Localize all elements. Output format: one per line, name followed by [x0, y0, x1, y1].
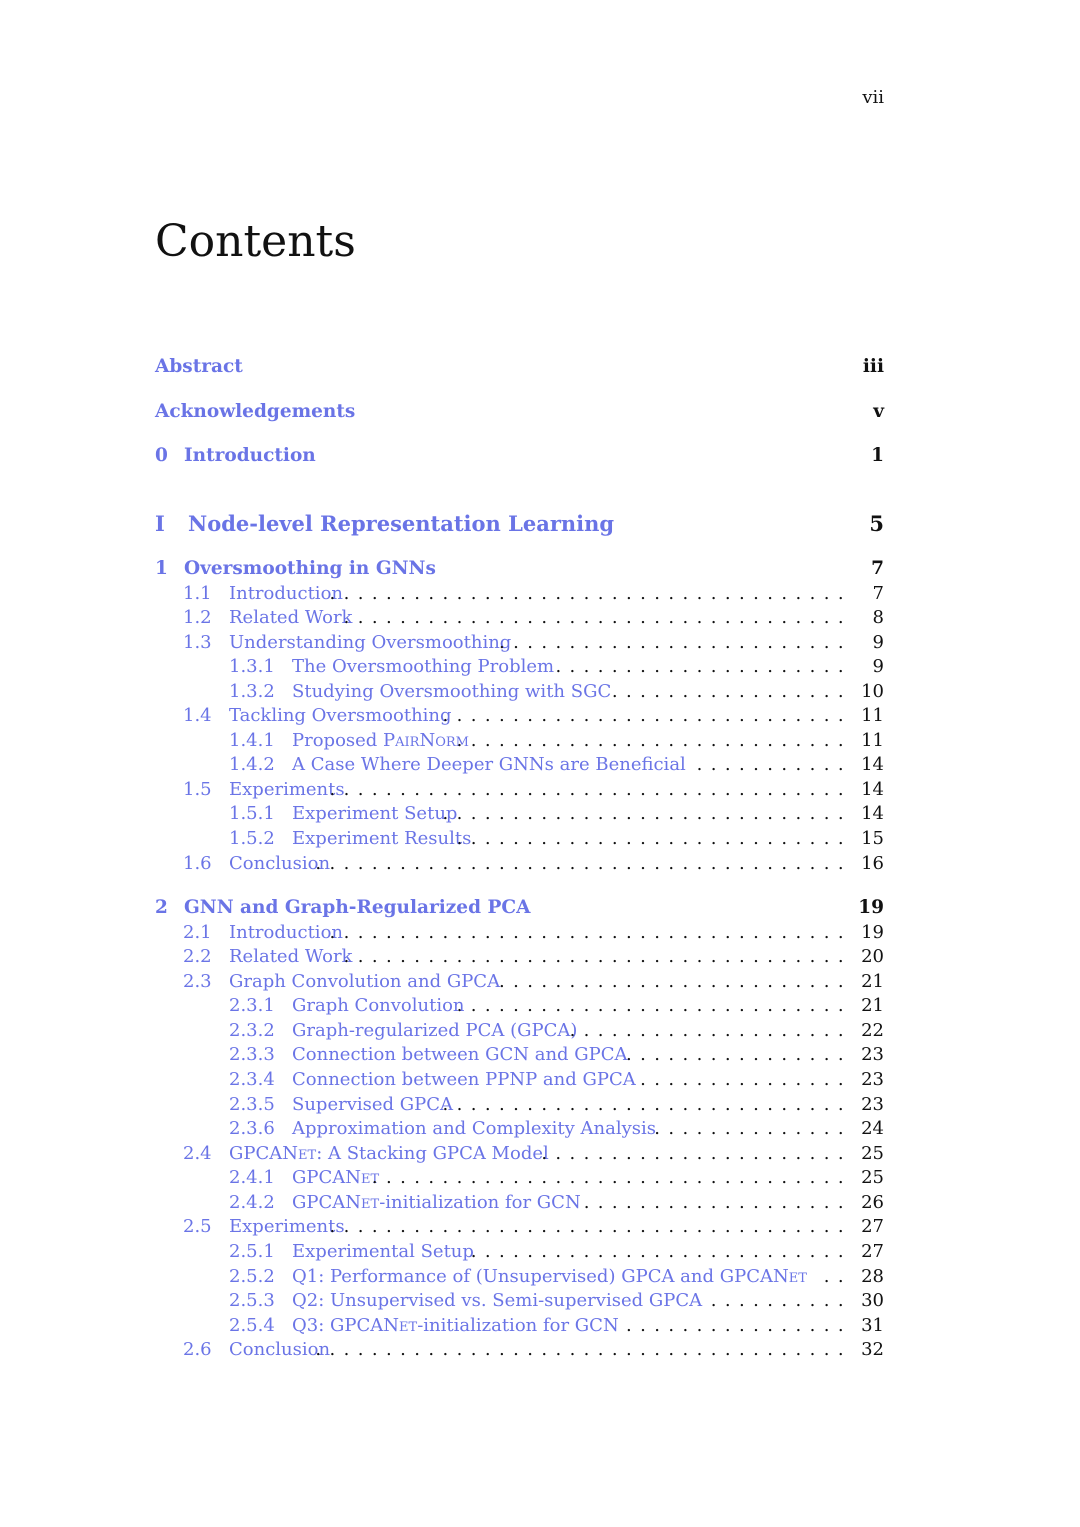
toc-entry-title[interactable]: Related Work	[229, 607, 353, 628]
toc-entry-page: 31	[861, 1315, 884, 1336]
toc-entry[interactable]	[0, 944, 1080, 970]
toc-entry[interactable]	[0, 654, 1080, 680]
toc-entry-number[interactable]: 2.4.2	[229, 1192, 275, 1213]
toc-entry-page: 21	[861, 971, 884, 992]
toc-entry-title[interactable]: Abstract	[155, 356, 243, 377]
toc-entry-page: 9	[872, 656, 884, 677]
dot-leader: ................	[626, 1315, 852, 1336]
toc-entry-title[interactable]: Acknowledgements	[155, 401, 356, 422]
toc-entry-title[interactable]: Q2: Unsupervised vs. Semi-supervised GPCA	[292, 1290, 703, 1311]
dot-leader: ...........................	[470, 1241, 852, 1262]
toc-entry-number[interactable]: 0	[155, 445, 168, 466]
dot-leader: .........................	[498, 971, 852, 992]
toc-entry-title[interactable]: Experiment Setup	[292, 803, 458, 824]
toc-entry-page: 27	[861, 1241, 884, 1262]
toc-entry-page: 28	[861, 1266, 884, 1287]
toc-entry-title[interactable]: Graph Convolution and GPCA	[229, 971, 501, 992]
dot-leader: ....................................	[343, 946, 852, 967]
dot-leader: ..............	[654, 1118, 852, 1139]
dot-leader: .........................	[498, 632, 852, 653]
toc-entry[interactable]	[0, 895, 1080, 921]
dot-leader: ...........	[696, 754, 852, 775]
toc-entry-page: 16	[861, 853, 884, 874]
dot-leader: ..	[823, 1266, 852, 1287]
toc-entry-page: 15	[861, 828, 884, 849]
page-number: vii	[862, 87, 884, 108]
toc-entry[interactable]	[0, 1042, 1080, 1068]
toc-entry-title[interactable]: GNN and Graph-Regularized PCA	[184, 897, 531, 918]
toc-entry-title[interactable]: Approximation and Complexity Analysis	[292, 1118, 657, 1139]
toc-entry-page: 23	[861, 1069, 884, 1090]
toc-entry[interactable]	[0, 1337, 1080, 1363]
toc-entry-title[interactable]: Introduction	[229, 922, 343, 943]
toc-entry-number[interactable]: 2	[155, 897, 168, 918]
dot-leader: .....................	[555, 656, 852, 677]
dot-leader: ......................	[541, 1143, 852, 1164]
toc-entry-title[interactable]: GPCANet	[292, 1167, 380, 1188]
toc-entry[interactable]	[0, 920, 1080, 946]
toc-entry-number[interactable]: 2.2	[183, 946, 212, 967]
toc-entry-title[interactable]: Related Work	[229, 946, 353, 967]
toc-entry-number[interactable]: 1.3.1	[229, 656, 275, 677]
toc-entry-page: 10	[861, 681, 884, 702]
toc-entry[interactable]	[0, 752, 1080, 778]
toc-entry[interactable]	[0, 581, 1080, 607]
dot-leader: .............................	[442, 1094, 852, 1115]
toc-entry-number[interactable]: 1.2	[183, 607, 212, 628]
dot-leader: ......................................	[315, 853, 852, 874]
toc-entry-page: 19	[858, 897, 884, 918]
dot-leader: ....................	[569, 1020, 852, 1041]
toc-entry-page: 14	[861, 754, 884, 775]
toc-entry-title[interactable]: Studying Oversmoothing with SGC	[292, 681, 612, 702]
dot-leader: .....................................	[329, 922, 852, 943]
toc-entry-title[interactable]: Understanding Oversmoothing	[229, 632, 512, 653]
toc-entry[interactable]	[0, 1214, 1080, 1240]
toc-entry-page: 27	[861, 1216, 884, 1237]
toc-entry-page: 24	[861, 1118, 884, 1139]
toc-entry[interactable]	[0, 1067, 1080, 1093]
toc-entry-title[interactable]: Graph-regularized PCA (GPCA)	[292, 1020, 578, 1041]
toc-entry-number[interactable]: 1.3.2	[229, 681, 275, 702]
toc-entry[interactable]	[0, 826, 1080, 852]
toc-entry[interactable]	[0, 703, 1080, 729]
toc-entry[interactable]	[0, 511, 1080, 537]
toc-entry-number[interactable]: 2.3.5	[229, 1094, 275, 1115]
toc-entry-number[interactable]: 2.5.2	[229, 1266, 275, 1287]
toc-entry-page: 11	[861, 705, 884, 726]
toc-entry[interactable]	[0, 1116, 1080, 1142]
toc-entry[interactable]	[0, 969, 1080, 995]
toc-entry-title[interactable]: Q1: Performance of (Unsupervised) GPCA and GPCANet	[292, 1266, 807, 1287]
toc-entry-page: 22	[861, 1020, 884, 1041]
toc-entry[interactable]	[0, 1264, 1080, 1290]
toc-entry-number[interactable]: 2.1	[183, 922, 212, 943]
toc-entry-title[interactable]: Node-level Representation Learning	[188, 511, 615, 536]
toc-entry[interactable]	[0, 1141, 1080, 1167]
toc-entry[interactable]	[0, 1190, 1080, 1216]
toc-entry-title[interactable]: Supervised GPCA	[292, 1094, 454, 1115]
dot-leader: .....................................	[329, 779, 852, 800]
page-title: Contents	[155, 216, 356, 267]
toc-entry[interactable]	[0, 679, 1080, 705]
toc-entry-title[interactable]: The Oversmoothing Problem	[292, 656, 555, 677]
toc-entry-number[interactable]: 2.3	[183, 971, 212, 992]
toc-entry-title[interactable]: GPCANet: A Stacking GPCA Model	[229, 1143, 549, 1164]
toc-entry[interactable]	[0, 1165, 1080, 1191]
toc-entry-title[interactable]: Q3: GPCANet-initialization for GCN	[292, 1315, 619, 1336]
dot-leader: ......................................	[315, 1339, 852, 1360]
toc-entry-page: iii	[862, 356, 884, 377]
toc-entry-page: 9	[872, 632, 884, 653]
dot-leader: ............................	[456, 995, 852, 1016]
toc-entry-title[interactable]: Graph Convolution	[292, 995, 465, 1016]
dot-leader: ............................	[456, 828, 852, 849]
dot-leader: .................	[611, 681, 852, 702]
toc-entry[interactable]	[0, 728, 1080, 754]
toc-entry[interactable]	[0, 1018, 1080, 1044]
toc-entry-number[interactable]: 2.3.2	[229, 1020, 275, 1041]
dot-leader: ............................	[456, 730, 852, 751]
toc-entry-page: 5	[869, 511, 884, 536]
toc-entry[interactable]	[0, 605, 1080, 631]
toc-entry-title[interactable]: Connection between GCN and GPCA	[292, 1044, 628, 1065]
toc-entry-page: 14	[861, 803, 884, 824]
toc-entry[interactable]	[0, 1239, 1080, 1265]
dot-leader: .....................................	[329, 1216, 852, 1237]
toc-entry-number[interactable]: 2.5.4	[229, 1315, 275, 1336]
toc-entry-page: 25	[861, 1167, 884, 1188]
toc-entry[interactable]	[0, 630, 1080, 656]
toc-entry-number[interactable]: 1.6	[183, 853, 212, 874]
dot-leader: .............................	[442, 705, 852, 726]
toc-entry[interactable]	[0, 354, 1080, 380]
dot-leader: .....................................	[329, 583, 852, 604]
toc-entry[interactable]	[0, 399, 1080, 425]
toc-entry[interactable]	[0, 851, 1080, 877]
toc-entry-number[interactable]: 2.3.1	[229, 995, 275, 1016]
toc-entry-number[interactable]: 2.5.3	[229, 1290, 275, 1311]
toc-entry-title[interactable]: Conclusion	[229, 1339, 331, 1360]
toc-entry-number[interactable]: 2.5.1	[229, 1241, 275, 1262]
toc-entry-title[interactable]: Proposed PairNorm	[292, 730, 469, 751]
toc-entry[interactable]	[0, 1313, 1080, 1339]
toc-entry[interactable]	[0, 993, 1080, 1019]
toc-entry-title[interactable]: Experiments	[229, 1216, 345, 1237]
toc-entry-number[interactable]: 1.5.1	[229, 803, 275, 824]
toc-entry-number[interactable]: 1.3	[183, 632, 212, 653]
toc-entry-number[interactable]: 2.4	[183, 1143, 212, 1164]
toc-entry-page: v	[873, 401, 884, 422]
toc-entry-page: 19	[861, 922, 884, 943]
toc-entry-number[interactable]: 2.4.1	[229, 1167, 275, 1188]
toc-entry-number[interactable]: 1.5	[183, 779, 212, 800]
toc-entry-title[interactable]: GPCANet-initialization for GCN	[292, 1192, 581, 1213]
toc-entry-number[interactable]: 1	[155, 558, 168, 579]
toc-entry-page: 23	[861, 1094, 884, 1115]
dot-leader: ..................................	[371, 1167, 852, 1188]
toc-entry-number[interactable]: 2.6	[183, 1339, 212, 1360]
toc-entry-title[interactable]: Introduction	[184, 445, 316, 466]
toc-entry[interactable]	[0, 801, 1080, 827]
toc-entry-page: 1	[871, 445, 884, 466]
toc-entry-number[interactable]: I	[155, 511, 165, 536]
toc-entry[interactable]	[0, 777, 1080, 803]
toc-entry-title[interactable]: Experiment Results	[292, 828, 472, 849]
toc-entry-page: 20	[861, 946, 884, 967]
toc-entry-page: 7	[871, 558, 884, 579]
dot-leader: ..........	[710, 1290, 852, 1311]
toc-entry-title[interactable]: Introduction	[229, 583, 343, 604]
toc-entry-title[interactable]: Tackling Oversmoothing	[229, 705, 452, 726]
dot-leader: ...............	[640, 1069, 852, 1090]
toc-entry-number[interactable]: 1.5.2	[229, 828, 275, 849]
toc-entry-page: 11	[861, 730, 884, 751]
toc-entry-page: 21	[861, 995, 884, 1016]
toc-entry-number[interactable]: 1.1	[183, 583, 212, 604]
dot-leader: .............................	[442, 803, 852, 824]
toc-entry-number[interactable]: 2.5	[183, 1216, 212, 1237]
toc-entry-number[interactable]: 2.3.6	[229, 1118, 275, 1139]
toc-entry-title[interactable]: Experimental Setup	[292, 1241, 474, 1262]
toc-entry[interactable]	[0, 443, 1080, 469]
toc-entry-title[interactable]: Conclusion	[229, 853, 331, 874]
toc-entry-page: 25	[861, 1143, 884, 1164]
toc-entry-page: 30	[861, 1290, 884, 1311]
toc-entry-number[interactable]: 1.4.1	[229, 730, 275, 751]
toc-entry-page: 14	[861, 779, 884, 800]
toc-entry-page: 7	[872, 583, 884, 604]
toc-entry-title[interactable]: A Case Where Deeper GNNs are Beneficial	[292, 754, 686, 775]
dot-leader: ...................	[583, 1192, 852, 1213]
toc-entry-number[interactable]: 2.3.3	[229, 1044, 275, 1065]
toc-entry-title[interactable]: Experiments	[229, 779, 345, 800]
toc-entry-page: 26	[861, 1192, 884, 1213]
toc-entry-number[interactable]: 1.4.2	[229, 754, 275, 775]
toc-entry-number[interactable]: 1.4	[183, 705, 212, 726]
toc-entry[interactable]	[0, 556, 1080, 582]
toc-entry-page: 8	[872, 607, 884, 628]
dot-leader: ................	[626, 1044, 852, 1065]
toc-entry[interactable]	[0, 1288, 1080, 1314]
toc-entry-number[interactable]: 2.3.4	[229, 1069, 275, 1090]
toc-entry-title[interactable]: Connection between PPNP and GPCA	[292, 1069, 636, 1090]
dot-leader: ....................................	[343, 607, 852, 628]
toc-entry-page: 23	[861, 1044, 884, 1065]
toc-entry-page: 32	[861, 1339, 884, 1360]
toc-entry[interactable]	[0, 1092, 1080, 1118]
toc-entry-title[interactable]: Oversmoothing in GNNs	[184, 558, 436, 579]
